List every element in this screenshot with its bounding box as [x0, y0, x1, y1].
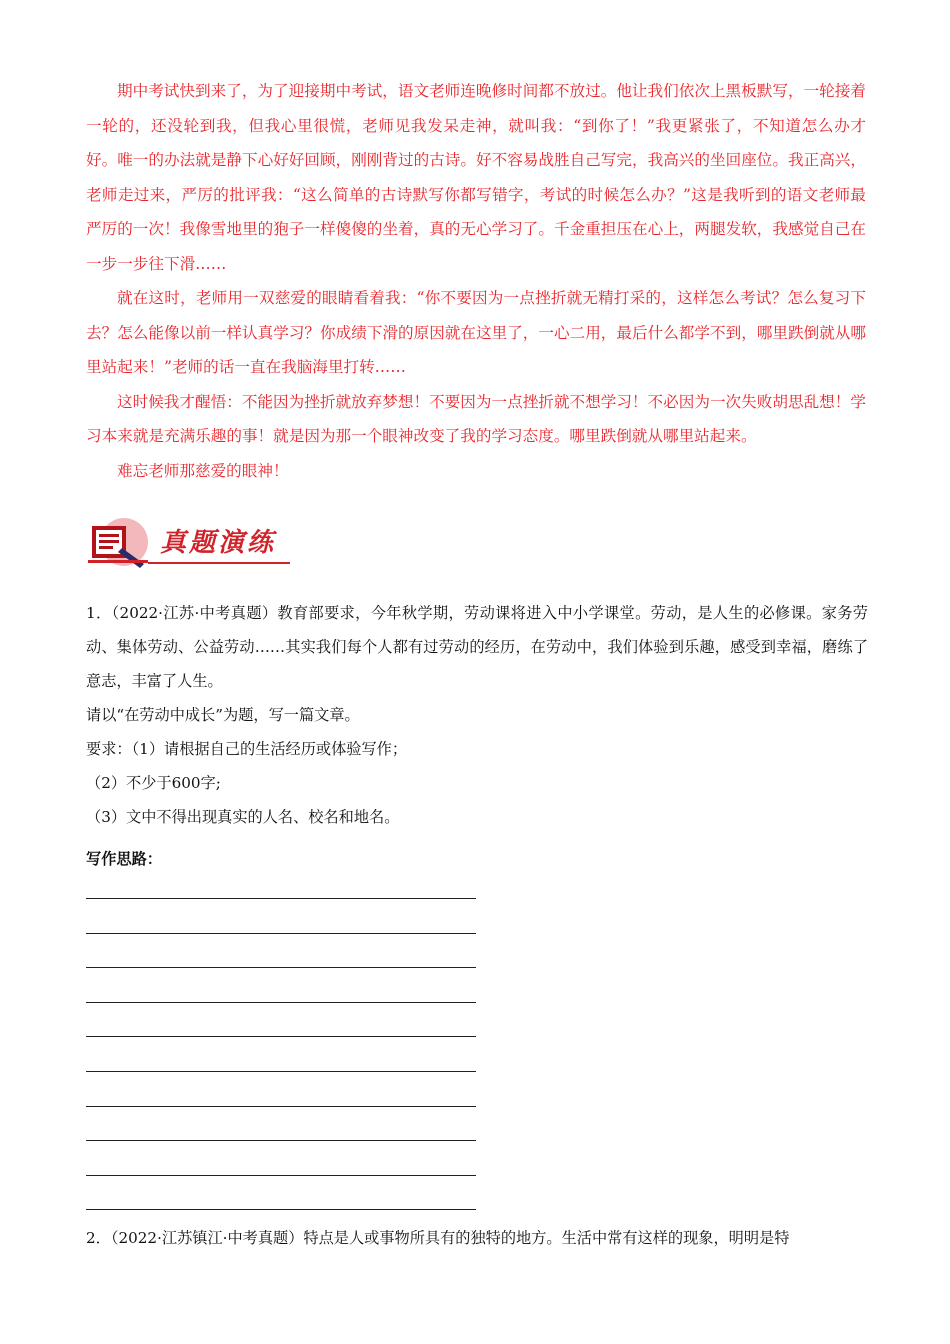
essay-paragraph: 就在这时，老师用一双慈爱的眼睛看着我：“你不要因为一点挫折就无精打采的，这样怎么考试？怎么复习下去？怎么能像以前一样认真学习？你成绩下滑的原因就在这里了，一心二用，最后什么都学不到，哪里跌倒就从哪里站起来！”老师的话一直在我脑海里打转…… — [86, 289, 866, 376]
answer-line[interactable] — [86, 967, 476, 968]
answer-lines[interactable] — [86, 898, 476, 1244]
model-essay — [86, 74, 866, 488]
question-1-requirement-2: （2）不少于600字; — [86, 774, 221, 792]
essay-paragraph: 难忘老师那慈爱的眼神！ — [117, 461, 289, 480]
answer-line[interactable] — [86, 1175, 476, 1176]
section-banner — [88, 512, 290, 570]
writing-idea-label: 写作思路： — [86, 850, 162, 868]
question-1-task: 请以“在劳动中成长”为题，写一篇文章。 — [86, 706, 360, 724]
question-1-requirement-1: 要求：（1）请根据自己的生活经历或体验写作； — [86, 740, 408, 758]
answer-line[interactable] — [86, 1209, 476, 1210]
answer-line[interactable] — [86, 1002, 476, 1003]
answer-line[interactable] — [86, 898, 476, 899]
essay-paragraph: 这时候我才醒悟：不能因为挫折就放弃梦想！不要因为一点挫折就不想学习！不必因为一次失败胡思乱想！学习本来就是充满乐趣的事！就是因为那一个眼神改变了我的学习态度。哪里跌倒就从哪里站起来。 — [86, 392, 866, 445]
question-1-requirement-3: （3）文中不得出现真实的人名、校名和地名。 — [86, 808, 400, 826]
book-icon — [88, 516, 148, 570]
section-title: 真题演练 — [160, 528, 277, 558]
answer-line[interactable] — [86, 1140, 476, 1141]
question-1 — [86, 596, 868, 834]
answer-line[interactable] — [86, 933, 476, 934]
question-2: 2．（2022·江苏镇江·中考真题）特点是人或事物所具有的独特的地方。生活中常有这样的现象，明明是特 — [86, 1229, 790, 1247]
answer-line[interactable] — [86, 1036, 476, 1037]
essay-paragraph: 期中考试快到来了，为了迎接期中考试，语文老师连晚修时间都不放过。他让我们依次上黑板默写，一轮接着一轮的，还没轮到我，但我心里很慌，老师见我发呆走神，就叫我：“到你了！”我更紧张了，不知道怎么办才好。唯一的办法就是静下心好好回顾，刚刚背过的古诗。好不容易战胜自己写完，我高兴的坐回座位。我正高兴，老师走过来，严厉的批评我：“这么简单的古诗默写你都写错字，考试的时候怎么办？”这是我听到的语文老师最严厉的一次！我像雪地里的狍子一样傻傻的坐着，真的无心学习了。千金重担压在心上，两腿发软，我感觉自己在一步一步往下滑…… — [86, 82, 866, 273]
banner-underline — [148, 562, 290, 564]
answer-line[interactable] — [86, 1106, 476, 1107]
question-1-prompt: 1．（2022·江苏·中考真题）教育部要求，今年秋学期，劳动课将进入中小学课堂。劳动，是人生的必修课。家务劳动、集体劳动、公益劳动……其实我们每个人都有过劳动的经历，在劳动中，我们体验到乐趣，感受到幸福，磨练了意志，丰富了人生。 — [86, 604, 868, 690]
answer-line[interactable] — [86, 1071, 476, 1072]
